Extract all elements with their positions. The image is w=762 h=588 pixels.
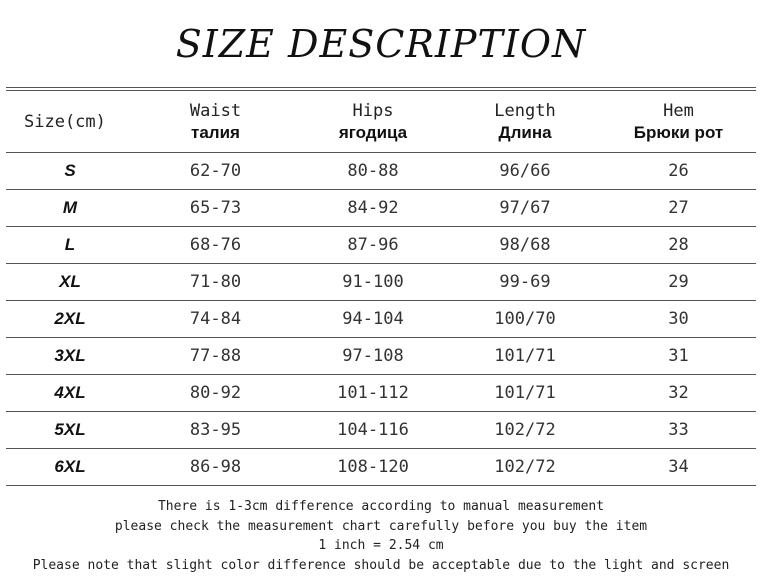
length-header-ru: Длина <box>498 122 552 142</box>
table-row <box>6 153 756 190</box>
top-divider <box>6 87 756 88</box>
hips-cell: 84-92 <box>297 190 449 227</box>
size-cell: M <box>6 190 134 227</box>
hips-cell: 91-100 <box>297 264 449 301</box>
table-row <box>6 338 756 375</box>
size-chart <box>6 87 756 486</box>
header-row <box>6 91 756 153</box>
hem-header-en: Hem <box>663 100 694 121</box>
length-header-en: Length <box>494 100 556 121</box>
length-cell: 102/72 <box>449 449 601 486</box>
note-measurement-difference: There is 1-3cm difference according to manual measurement <box>157 499 605 514</box>
waist-cell: 68-76 <box>134 227 297 264</box>
size-cell: 2XL <box>6 301 134 338</box>
length-column-header <box>449 91 601 153</box>
page-title: SIZE DESCRIPTION <box>175 22 587 66</box>
waist-header-en: Waist <box>189 100 242 121</box>
hips-cell: 104-116 <box>297 412 449 449</box>
hem-cell: 27 <box>601 190 756 227</box>
hem-column-header <box>601 91 756 153</box>
table-row <box>6 412 756 449</box>
hem-cell: 32 <box>601 375 756 412</box>
table-row <box>6 375 756 412</box>
length-cell: 100/70 <box>449 301 601 338</box>
length-cell: 101/71 <box>449 375 601 412</box>
table-row <box>6 190 756 227</box>
hem-cell: 31 <box>601 338 756 375</box>
length-cell: 97/67 <box>449 190 601 227</box>
hem-cell: 34 <box>601 449 756 486</box>
hem-cell: 28 <box>601 227 756 264</box>
hem-cell: 26 <box>601 153 756 190</box>
hem-cell: 30 <box>601 301 756 338</box>
table-row <box>6 227 756 264</box>
waist-cell: 77-88 <box>134 338 297 375</box>
hips-cell: 94-104 <box>297 301 449 338</box>
waist-cell: 83-95 <box>134 412 297 449</box>
length-cell: 101/71 <box>449 338 601 375</box>
hips-cell: 80-88 <box>297 153 449 190</box>
waist-cell: 86-98 <box>134 449 297 486</box>
table-row <box>6 301 756 338</box>
size-cell: XL <box>6 264 134 301</box>
length-cell: 102/72 <box>449 412 601 449</box>
table-row <box>6 449 756 486</box>
hips-header-ru: ягодица <box>338 122 408 142</box>
hips-cell: 108-120 <box>297 449 449 486</box>
hem-cell: 29 <box>601 264 756 301</box>
waist-cell: 65-73 <box>134 190 297 227</box>
size-cell: S <box>6 153 134 190</box>
length-cell: 96/66 <box>449 153 601 190</box>
length-cell: 99-69 <box>449 264 601 301</box>
waist-cell: 74-84 <box>134 301 297 338</box>
hem-cell: 33 <box>601 412 756 449</box>
waist-cell: 62-70 <box>134 153 297 190</box>
table-row <box>6 264 756 301</box>
size-column-header: Size(cm) <box>6 91 134 153</box>
size-cell: L <box>6 227 134 264</box>
size-cell: 5XL <box>6 412 134 449</box>
hips-cell: 97-108 <box>297 338 449 375</box>
hips-header-en: Hips <box>352 100 394 121</box>
hem-header-ru: Брюки рот <box>633 122 724 142</box>
hips-cell: 87-96 <box>297 227 449 264</box>
notes-block <box>0 497 762 575</box>
size-cell: 3XL <box>6 338 134 375</box>
waist-cell: 71-80 <box>134 264 297 301</box>
size-cell: 6XL <box>6 449 134 486</box>
hips-cell: 101-112 <box>297 375 449 412</box>
waist-column-header <box>134 91 297 153</box>
waist-header-ru: талия <box>191 122 240 142</box>
length-cell: 98/68 <box>449 227 601 264</box>
note-color-difference: Please note that slight color difference should be acceptable due to the light and screen <box>32 557 730 573</box>
size-cell: 4XL <box>6 375 134 412</box>
waist-cell: 80-92 <box>134 375 297 412</box>
note-inch-conversion: 1 inch = 2.54 cm <box>318 538 444 553</box>
hips-column-header <box>297 91 449 153</box>
size-table <box>6 91 756 486</box>
note-check-chart: please check the measurement chart carefully before you buy the item <box>114 518 648 534</box>
